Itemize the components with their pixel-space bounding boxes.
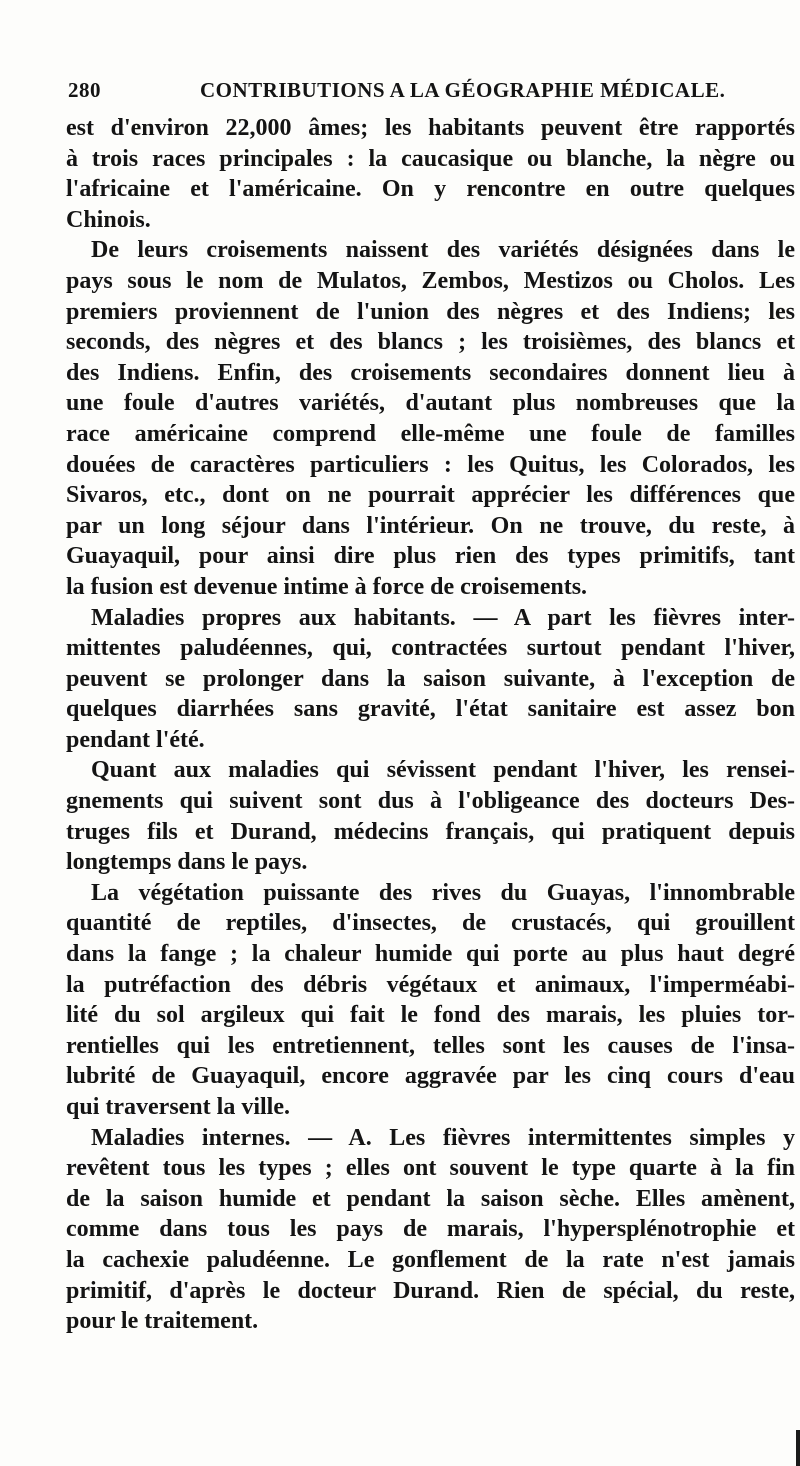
text-line: la putréfaction des débris végétaux et animaux, l'imperméabi- [66, 971, 795, 998]
text-line: Maladies internes. — A. Les fièvres intermittentes simples y [91, 1124, 795, 1151]
text-line: par un long séjour dans l'intérieur. On ne trouve, du reste, à [66, 512, 795, 539]
text-line: Maladies propres aux habitants. — A part les fièvres inter- [91, 604, 795, 631]
text-line: Guayaquil, pour ainsi dire plus rien des types primitifs, tant [66, 543, 795, 570]
text-line: la fusion est devenue intime à force de croisements. [66, 573, 588, 600]
page-edge-mark [796, 1430, 800, 1466]
text-line: comme dans tous les pays de marais, l'hypersplénotrophie et [66, 1216, 795, 1243]
text-line: lité du sol argileux qui fait le fond des marais, les pluies tor- [66, 1002, 795, 1029]
text-line: primitif, d'après le docteur Durand. Rien de spécial, du reste, [66, 1277, 795, 1304]
text-line: peuvent se prolonger dans la saison suivante, à l'exception de [66, 665, 795, 692]
text-line: gnements qui suivent sont dus à l'obligeance des docteurs Des- [66, 788, 795, 815]
running-head: CONTRIBUTIONS A LA GÉOGRAPHIE MÉDICALE. [200, 78, 726, 102]
text-line: à trois races principales : la caucasique ou blanche, la nègre ou [66, 145, 795, 172]
text-line: mittentes paludéennes, qui, contractées surtout pendant l'hiver, [66, 635, 795, 662]
text-line: seconds, des nègres et des blancs ; les troisièmes, des blancs et [66, 329, 795, 356]
text-line: rentielles qui les entretiennent, telles sont les causes de l'insa- [66, 1032, 795, 1059]
text-line: lubrité de Guayaquil, encore aggravée par les cinq cours d'eau [66, 1063, 795, 1090]
text-line: La végétation puissante des rives du Guayas, l'innombrable [91, 879, 795, 906]
page-header [68, 78, 726, 108]
text-line: qui traversent la ville. [66, 1094, 290, 1120]
text-line: des Indiens. Enfin, des croisements secondaires donnent lieu à [66, 359, 795, 386]
text-line: de la saison humide et pendant la saison sèche. Elles amènent, [66, 1185, 795, 1212]
text-line: pays sous le nom de Mulatos, Zembos, Mestizos ou Cholos. Les [66, 267, 795, 294]
text-line: dans la fange ; la chaleur humide qui porte au plus haut degré [66, 941, 795, 968]
text-line: la cachexie paludéenne. Le gonflement de la rate n'est jamais [66, 1246, 795, 1273]
text-line: quelques diarrhées sans gravité, l'état sanitaire est assez bon [66, 696, 795, 723]
text-line: pour le traitement. [66, 1308, 259, 1335]
body-text [66, 113, 797, 1337]
text-line: est d'environ 22,000 âmes; les habitants peuvent être rapportés [66, 115, 795, 141]
text-line: l'africaine et l'américaine. On y rencontre en outre quelques [66, 176, 795, 203]
text-line: truges fils et Durand, médecins français, qui pratiquent depuis [66, 818, 795, 845]
text-line: premiers proviennent de l'union des nègres et des Indiens; les [66, 298, 795, 325]
text-line: Sivaros, etc., dont on ne pourrait apprécier les différences que [66, 482, 795, 509]
text-line: Chinois. [66, 206, 151, 233]
text-line: douées de caractères particuliers : les Quitus, les Colorados, les [66, 451, 795, 478]
text-line: pendant l'été. [66, 726, 205, 753]
text-line: race américaine comprend elle-même une foule de familles [66, 420, 795, 447]
page-number: 280 [68, 78, 101, 102]
text-line: quantité de reptiles, d'insectes, de crustacés, qui grouillent [66, 910, 795, 937]
text-line: revêtent tous les types ; elles ont souvent le type quarte à la fin [66, 1155, 795, 1182]
text-line: longtemps dans le pays. [66, 849, 308, 876]
text-line: De leurs croisements naissent des variétés désignées dans le [91, 237, 795, 264]
text-line: une foule d'autres variétés, d'autant plus nombreuses que la [66, 390, 795, 417]
text-line: Quant aux maladies qui sévissent pendant l'hiver, les rensei- [91, 757, 795, 784]
